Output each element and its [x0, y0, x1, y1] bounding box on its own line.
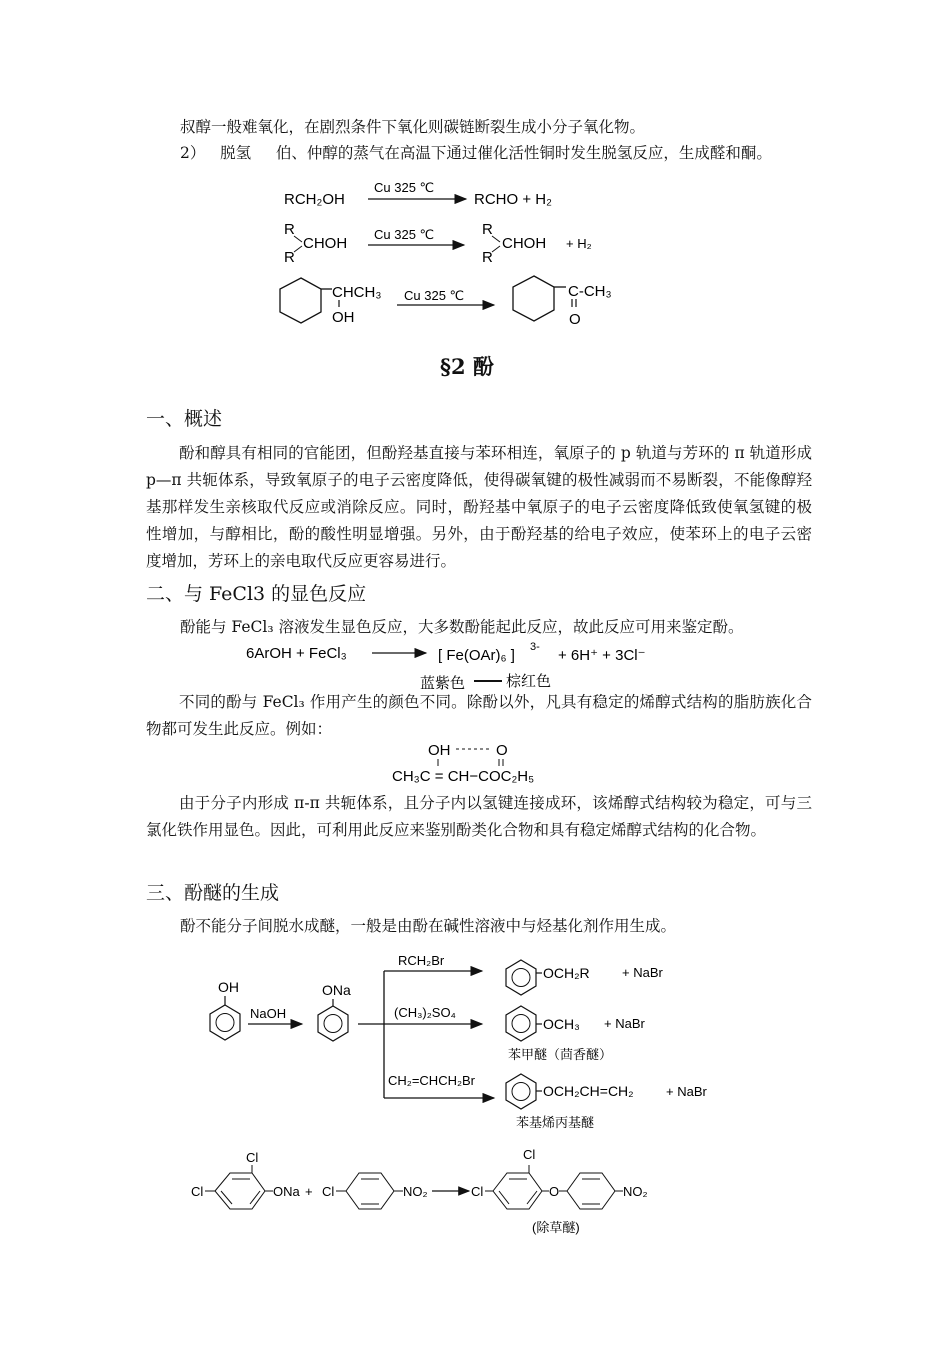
name-allyl-ether: 苯基烯丙基醚: [516, 1115, 595, 1130]
r2-no2: NO₂: [403, 1184, 428, 1199]
ether-intro: 酚不能分子间脱水成醚，一般是由酚在碱性溶液中与烃基化剂作用生成。: [180, 917, 677, 935]
dehydro-title: 脱氢: [220, 144, 252, 162]
herbicide-reaction: [185, 1143, 665, 1243]
dehydro-num: 2）: [180, 144, 206, 162]
fecl3-text2: 不同的酚与 FeCl₃ 作用产生的颜色不同。除酚以外，凡具有稳定的烯醇式结构的脂肪族化合物都可发生此反应。例如：: [146, 693, 812, 738]
dehydro-reactions: [260, 172, 640, 332]
r2-left: CHOH: [303, 235, 348, 252]
r2-r-top-right: R: [482, 221, 493, 238]
text-tertiary-alcohol: 叔醇一般难氧化，在剧烈条件下氧化则碳链断裂生成小分子氧化物。: [180, 118, 646, 136]
r2-cl: Cl: [322, 1184, 335, 1199]
reagent-2: (CH₃)₂SO₄: [394, 1005, 456, 1020]
r3-condition: Cu 325 ℃: [404, 288, 465, 303]
section-title: §2 酚: [440, 354, 494, 379]
name-anisole: 苯甲醚（茴香醚）: [508, 1047, 613, 1062]
dehydro-line: [180, 140, 772, 167]
heading-overview: 一、概述: [146, 408, 223, 430]
r2-r-bottom-right: R: [482, 249, 493, 266]
r2-r-bottom: R: [284, 249, 295, 266]
r2-right: CHOH: [502, 235, 547, 252]
r1-right: RCHO + H₂: [474, 191, 552, 208]
r1-condition: Cu 325 ℃: [374, 180, 435, 195]
color-blue-violet: 蓝紫色: [420, 675, 466, 692]
product-1: OCH₂R: [543, 965, 590, 981]
product-3: OCH₂CH=CH₂: [543, 1083, 634, 1099]
eq-rest: + 6H⁺ + 3Cl⁻: [558, 647, 646, 664]
overview-paragraph: 酚和醇具有相同的官能团，但酚羟基直接与苯环相连，氧原子的 p 轨道与芳环的 π 轨道形成 p—π 共轭体系，导致氧原子的电子云密度降低，使得碳氧键的极性减弱而不易断裂，不能像醇羟基那样发生亲核取代反应或消除反应。同时，酚羟基中氧原子的电子云密度降低致使氧氢键的极性增加，与醇相比，酚的酸性明显增强。另外，由于酚羟基的给电子效应，使苯环上的电子云密度增加，芳环上的亲电取代反应更容易进行。: [146, 444, 812, 570]
product3-ring: [506, 1074, 536, 1109]
r2-condition: Cu 325 ℃: [374, 227, 435, 242]
nabr-3: + NaBr: [666, 1084, 707, 1099]
r1-left: RCH₂OH: [284, 191, 345, 208]
product-dichloro-ring: [493, 1173, 542, 1209]
naoh-label: NaOH: [250, 1006, 287, 1021]
product1-ring: [506, 960, 536, 995]
r3-left-top: CHCH₃: [332, 284, 382, 301]
eq-charge: 3-: [530, 641, 540, 653]
r1-ona: ONa: [273, 1184, 300, 1199]
r3-right-bottom: O: [569, 311, 581, 328]
nabr-1: + NaBr: [622, 965, 663, 980]
heading-fecl3: 二、与 FeCl3 的显色反应: [146, 583, 367, 605]
phenol-oh: OH: [218, 979, 239, 995]
phenol-ring: [210, 1005, 240, 1040]
heading-phenol-ether: 三、酚醚的生成: [146, 882, 280, 904]
fecl3-equation: [240, 636, 680, 694]
p-no2: NO₂: [623, 1184, 648, 1199]
product2-ring: [506, 1006, 536, 1041]
eq-left: 6ArOH + FeCl₃: [246, 645, 347, 662]
color-brown-red: 棕红色: [506, 673, 552, 690]
herbicide-name: (除草醚): [532, 1220, 580, 1235]
dichloro-ring: [215, 1173, 265, 1209]
r3-left-bottom: OH: [332, 309, 355, 326]
enol-formula: CH₃C = CH−COC₂H₅: [392, 768, 535, 785]
enol-structure: [388, 738, 578, 786]
phenoxide-ona: ONa: [322, 982, 351, 998]
fecl3-intro: 酚能与 FeCl₃ 溶液发生显色反应，大多数酚能起此反应，故此反应可用来鉴定酚。: [180, 618, 744, 636]
eq-complex: [ Fe(OAr)₆ ]: [438, 647, 515, 664]
fecl3-text3: 由于分子内形成 π-π 共轭体系，且分子内以氢键连接成环，该烯醇式结构较为稳定，可与三氯化铁作用显色。因此，可利用此反应来鉴别酚类化合物和具有稳定烯醇式结构的化合物。: [146, 794, 812, 839]
enol-o: O: [496, 742, 508, 759]
p-o: O: [549, 1184, 560, 1199]
cyclohexane-ring-product: [513, 276, 554, 321]
r1-cl-top: Cl: [246, 1150, 259, 1165]
enol-oh: OH: [428, 742, 451, 759]
p-cl-top: Cl: [523, 1147, 536, 1162]
nabr-2: + NaBr: [604, 1016, 645, 1031]
ether-reactions: [190, 948, 750, 1138]
cyclohexane-ring: [280, 278, 321, 323]
reagent-3: CH₂=CHCH₂Br: [388, 1073, 476, 1088]
r3-right-top: C-CH₃: [568, 283, 612, 300]
r2-h2: + H₂: [566, 236, 592, 251]
dehydro-text: 伯、仲醇的蒸气在高温下通过催化活性铜时发生脱氢反应，生成醛和酮。: [275, 144, 772, 162]
r1-cl-left: Cl: [191, 1184, 204, 1199]
herb-plus: +: [305, 1184, 313, 1199]
phenoxide-ring: [318, 1006, 348, 1041]
r2-r-top: R: [284, 221, 295, 238]
product-2: OCH₃: [543, 1016, 580, 1032]
reagent-1: RCH₂Br: [398, 953, 445, 968]
p-cl-left: Cl: [471, 1184, 484, 1199]
